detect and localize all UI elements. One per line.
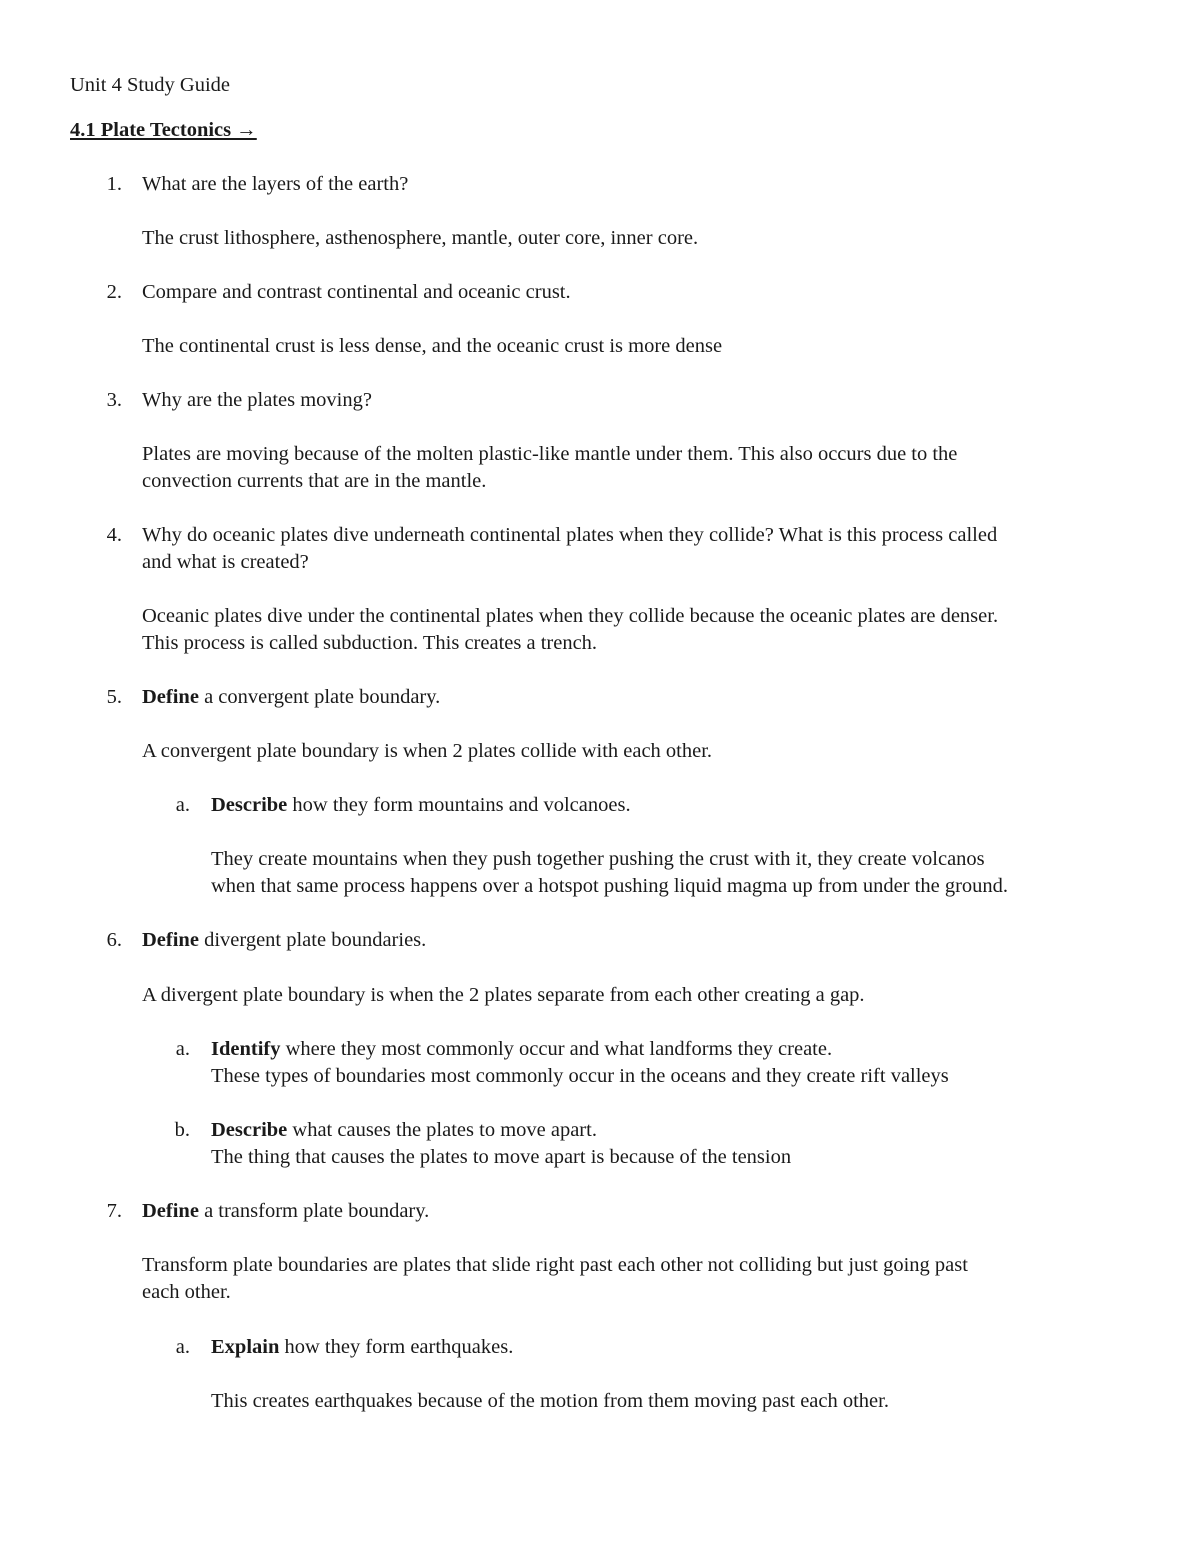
question-keyword: Define (142, 1200, 199, 1222)
answer-text: These types of boundaries most commonly occur in the oceans and they create rift valleys (211, 1065, 949, 1087)
question-rest: what causes the plates to move apart. (287, 1119, 597, 1141)
question-number: 7. (106, 1200, 122, 1222)
question-number: 5. (106, 686, 122, 708)
section-heading: 4.1 Plate Tectonics → (70, 119, 257, 141)
answer-text: Plates are moving because of the molten plastic-like mantle under them. This also occurs due to the (142, 443, 958, 465)
question-text (142, 1198, 429, 1225)
answer-text: Transform plate boundaries are plates that slide right past each other not colliding but just going past (142, 1254, 968, 1276)
question-keyword: Define (142, 929, 199, 951)
answer-text: The crust lithosphere, asthenosphere, mantle, outer core, inner core. (142, 227, 699, 249)
question-keyword: Define (142, 686, 199, 708)
answer-text: They create mountains when they push together pushing the crust with it, they create volcanos (211, 848, 985, 870)
question-text: Compare and contrast continental and oceanic crust. (142, 281, 571, 303)
question-rest: divergent plate boundaries. (198, 929, 427, 951)
question-text: Why are the plates moving? (142, 389, 372, 411)
answer-text: This process is called subduction. This creates a trench. (142, 632, 598, 654)
question-text: and what is created? (142, 551, 309, 573)
answer-text: The continental crust is less dense, and the oceanic crust is more dense (142, 335, 723, 357)
answer-text: each other. (142, 1281, 231, 1303)
question-text: What are the layers of the earth? (142, 173, 409, 195)
question-number: 3. (106, 389, 122, 411)
answer-text: Oceanic plates dive under the continental plates when they collide because the oceanic plates are denser. (142, 605, 999, 627)
subquestion-letter: a. (175, 1336, 190, 1358)
subquestion-text (211, 1334, 513, 1361)
question-number: 4. (106, 524, 122, 546)
answer-text: A divergent plate boundary is when the 2 plates separate from each other creating a gap. (142, 984, 865, 1006)
answer-text: when that same process happens over a hotspot pushing liquid magma up from under the ground. (211, 875, 1009, 897)
question-number: 1. (106, 173, 122, 195)
question-keyword: Identify (211, 1038, 281, 1060)
subquestion-text (211, 1117, 597, 1144)
question-rest: a transform plate boundary. (198, 1200, 430, 1222)
answer-text: convection currents that are in the mantle. (142, 470, 487, 492)
document-title: Unit 4 Study Guide (70, 74, 231, 96)
answer-text: This creates earthquakes because of the motion from them moving past each other. (211, 1390, 889, 1412)
subquestion-text (211, 792, 631, 819)
answer-text: The thing that causes the plates to move apart is because of the tension (211, 1146, 792, 1168)
question-text (142, 927, 426, 954)
question-keyword: Describe (211, 1119, 288, 1141)
question-rest: where they most commonly occur and what landforms they create. (280, 1038, 833, 1060)
question-number: 6. (106, 929, 122, 951)
question-keyword: Describe (211, 794, 288, 816)
question-text (142, 684, 440, 711)
question-rest: how they form mountains and volcanoes. (287, 794, 631, 816)
answer-text: A convergent plate boundary is when 2 plates collide with each other. (142, 740, 713, 762)
question-rest: how they form earthquakes. (279, 1336, 514, 1358)
question-text: Why do oceanic plates dive underneath continental plates when they collide? What is this process called (142, 524, 998, 546)
subquestion-letter: a. (175, 1038, 190, 1060)
question-number: 2. (106, 281, 122, 303)
question-keyword: Explain (211, 1336, 280, 1358)
subquestion-letter: b. (174, 1119, 190, 1141)
subquestion-letter: a. (175, 794, 190, 816)
question-rest: a convergent plate boundary. (198, 686, 441, 708)
subquestion-text (211, 1036, 832, 1063)
